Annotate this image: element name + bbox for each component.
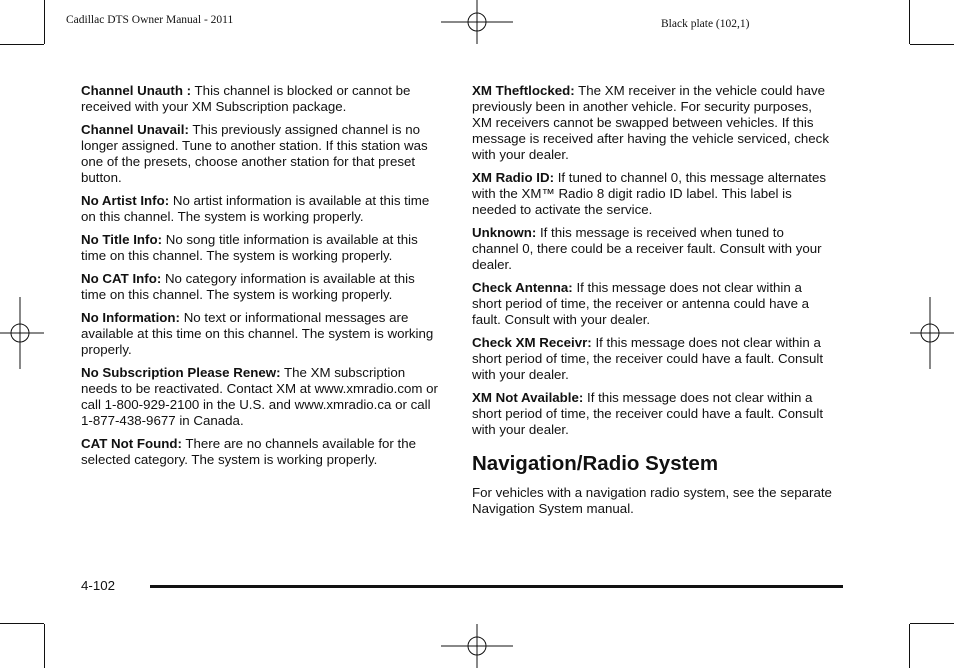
entry-term: XM Theftlocked: xyxy=(472,83,575,98)
entry-term: No Title Info: xyxy=(81,232,163,247)
entry-check-xm-receivr xyxy=(472,335,832,383)
entry-channel-unavail xyxy=(81,122,443,186)
crop-mark xyxy=(909,0,910,44)
section-body: For vehicles with a navigation radio system, see the separate Navigation System manual. xyxy=(472,485,832,516)
entry-no-subscription xyxy=(81,365,443,429)
crop-mark xyxy=(910,44,954,45)
header-document-title: Cadillac DTS Owner Manual - 2011 xyxy=(66,14,234,26)
entry-term: XM Radio ID: xyxy=(472,170,554,185)
entry-term: No CAT Info: xyxy=(81,271,162,286)
entry-term: No Information: xyxy=(81,310,180,325)
entry-check-antenna xyxy=(472,280,832,328)
footer-rule xyxy=(150,585,843,588)
entry-description: This channel is blocked or cannot be received with your XM Subscription package. xyxy=(81,83,411,114)
entry-description: No artist information is available at this time on this channel. The system is working properly. xyxy=(81,193,430,224)
registration-mark-bottom xyxy=(441,624,513,668)
registration-mark-right xyxy=(910,297,954,369)
entry-term: CAT Not Found: xyxy=(81,436,182,451)
entry-unknown xyxy=(472,225,832,273)
entry-cat-not-found xyxy=(81,436,443,468)
entry-description: The XM subscription needs to be reactivated. Contact XM at www.xmradio.com or call 1-800-929-2100 in the U.S. and www.xmradio.ca or call 1-877-438-9677 in Canada. xyxy=(81,365,438,428)
crop-mark xyxy=(910,623,954,624)
entry-description: The XM receiver in the vehicle could have previously been in another vehicle. For security purposes, XM receivers cannot be swapped between vehicles. If this message is received after having the vehicle serviced, check with your dealer. xyxy=(472,83,829,162)
right-column xyxy=(472,83,832,524)
entry-description: If tuned to channel 0, this message alternates with the XM™ Radio 8 digit radio ID label. This label is needed to activate the service. xyxy=(472,170,827,217)
entry-description: There are no channels available for the selected category. The system is working properly. xyxy=(81,436,417,467)
entry-no-artist-info xyxy=(81,193,443,225)
header-plate-label: Black plate (102,1) xyxy=(661,18,750,30)
entry-description: No text or informational messages are available at this time on this channel. The system is working properly. xyxy=(81,310,434,357)
entry-term: Channel Unauth : xyxy=(81,83,192,98)
registration-mark-left xyxy=(0,297,44,369)
entry-term: Check XM Receivr: xyxy=(472,335,592,350)
entry-description: If this message does not clear within a short period of time, the receiver or antenna could have a fault. Consult with your dealer. xyxy=(472,280,810,327)
entry-description: No song title information is available at this time on this channel. The system is working properly. xyxy=(81,232,418,263)
entry-no-cat-info xyxy=(81,271,443,303)
entry-term: Channel Unavail: xyxy=(81,122,189,137)
entry-term: Check Antenna: xyxy=(472,280,573,295)
entry-no-title-info xyxy=(81,232,443,264)
crop-mark xyxy=(0,44,44,45)
entry-xm-radio-id xyxy=(472,170,832,218)
entry-description: If this message is received when tuned to channel 0, there could be a receiver fault. Consult with your dealer. xyxy=(472,225,822,272)
left-column xyxy=(81,83,443,475)
entry-term: No Artist Info: xyxy=(81,193,170,208)
registration-mark-top xyxy=(441,0,513,44)
entry-description: If this message does not clear within a short period of time, the receiver could have a fault. Consult with your dealer. xyxy=(472,335,824,382)
entry-no-information xyxy=(81,310,443,358)
section-heading: Navigation/Radio System xyxy=(472,452,719,475)
entry-xm-theftlocked xyxy=(472,83,832,163)
entry-term: Unknown: xyxy=(472,225,537,240)
crop-mark xyxy=(0,623,44,624)
crop-mark xyxy=(909,624,910,668)
crop-mark xyxy=(44,0,45,44)
entry-description: This previously assigned channel is no longer assigned. Tune to another station. If this station was one of the presets, choose another station for that preset button. xyxy=(81,122,428,185)
entry-description: No category information is available at this time on this channel. The system is working properly. xyxy=(81,271,415,302)
entry-xm-not-available xyxy=(472,390,832,438)
entry-channel-unauth xyxy=(81,83,443,115)
page-number: 4-102 xyxy=(81,578,116,593)
crop-mark xyxy=(44,624,45,668)
entry-description: If this message does not clear within a short period of time, the receiver could have a fault. Consult with your dealer. xyxy=(472,390,824,437)
entry-term: No Subscription Please Renew: xyxy=(81,365,281,380)
entry-term: XM Not Available: xyxy=(472,390,584,405)
